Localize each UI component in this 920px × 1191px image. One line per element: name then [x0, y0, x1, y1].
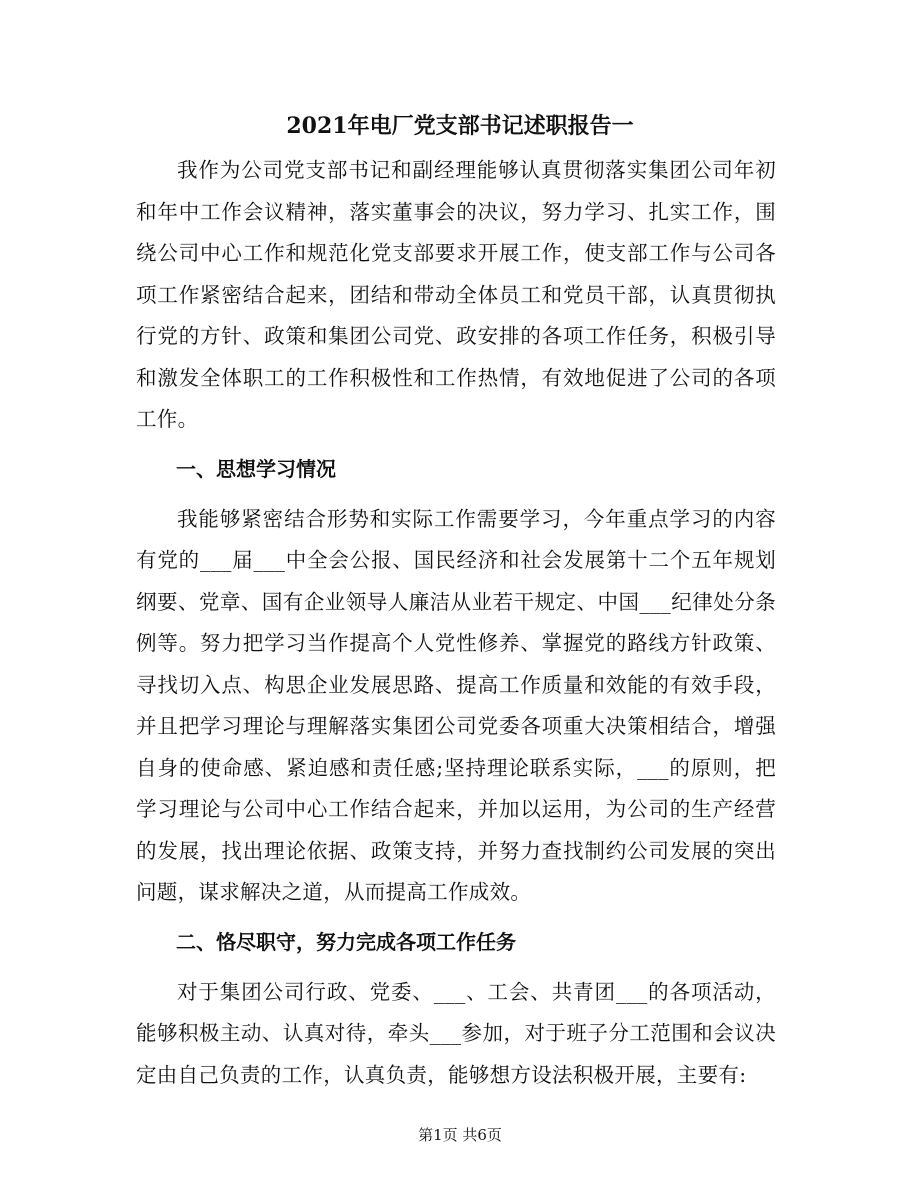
page-footer: 第1页 共6页	[418, 1126, 502, 1144]
section-2-paragraph: 对于集团公司行政、党委、___、工会、共青团___的各项活动，能够积极主动、认真对待，牵头___参加，对于班子分工范围和会议决定由自己负责的工作，认真负责，能够想方设法积极开展，主要有:	[136, 979, 776, 1087]
document-body	[136, 150, 776, 1096]
page-title: 2021年电厂党支部书记述职报告一	[286, 113, 634, 139]
intro-paragraph: 我作为公司党支部书记和副经理能够认真贯彻落实集团公司年初和年中工作会议精神，落实董事会的决议，努力学习、扎实工作，围绕公司中心工作和规范化党支部要求开展工作，使支部工作与公司各项工作紧密结合起来，团结和带动全体员工和党员干部，认真贯彻执行党的方针、政策和集团公司党、政安排的各项工作任务，积极引导和激发全体职工的工作积极性和工作热情，有效地促进了公司的各项工作。	[136, 158, 776, 431]
section-2-heading: 二、恪尽职守，努力完成各项工作任务	[176, 929, 516, 954]
section-1-heading: 一、思想学习情况	[176, 456, 336, 481]
section-1-paragraph: 我能够紧密结合形势和实际工作需要学习，今年重点学习的内容有党的___届___中全会公报、国民经济和社会发展第十二个五年规划纲要、党章、国有企业领导人廉洁从业若干规定、中国___纪律处分条例等。努力把学习当作提高个人党性修养、掌握党的路线方针政策、寻找切入点、构思企业发展思路、提高工作质量和效能的有效手段，并且把学习理论与理解落实集团公司党委各项重大决策相结合，增强自身的使命感、紧迫感和责任感;坚持理论联系实际，___的原则，把学习理论与公司中心工作结合起来，并加以运用，为公司的生产经营的发展，找出理论依据、政策支持，并努力查找制约公司发展的突出问题，谋求解决之道，从而提高工作成效。	[136, 506, 776, 904]
